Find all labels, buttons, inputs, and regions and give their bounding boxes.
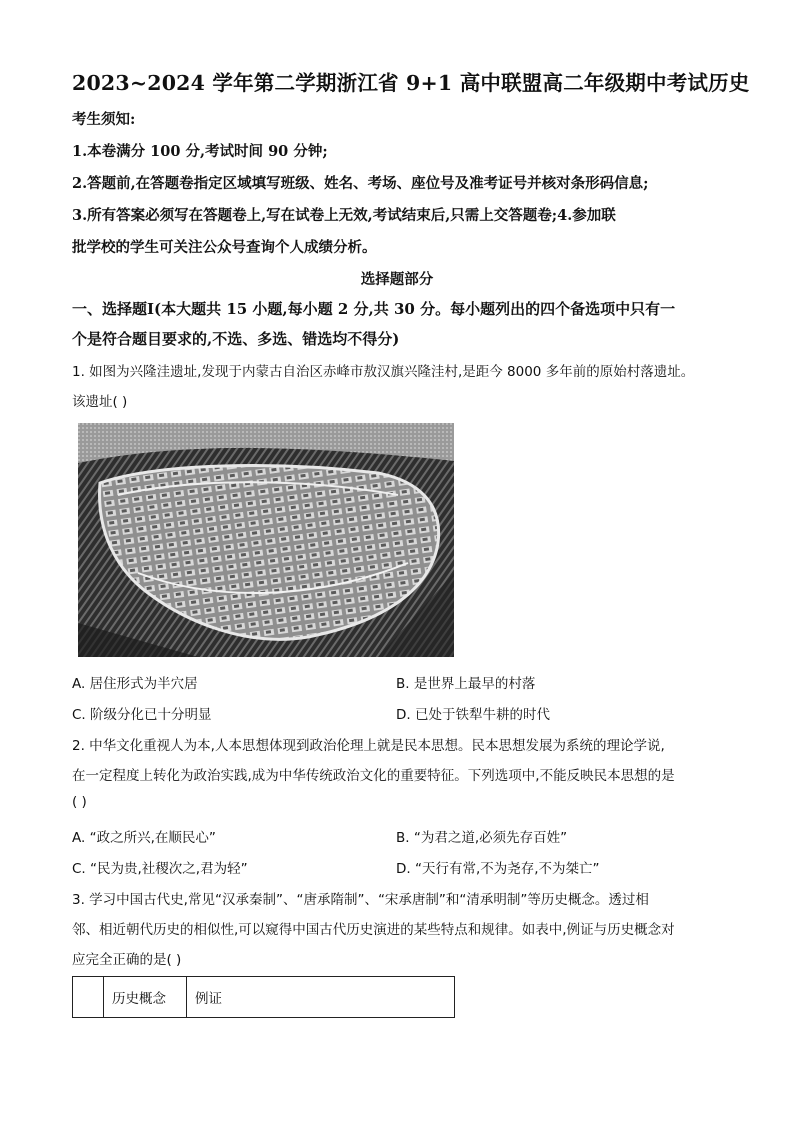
q3-table — [72, 976, 455, 1018]
q2-stem-1: 2. 中华文化重视人为本,人本思想体现到政治伦理上就是民本思想。民本思想发展为系统的理论学说, — [72, 738, 665, 754]
q2-option-d: D. “天行有常,不为尧存,不为桀亡” — [396, 861, 600, 877]
q3-stem-2: 邻、相近朝代历史的相似性,可以窥得中国古代历史演进的某些特点和规律。如表中,例证与历史概念对 — [72, 922, 675, 938]
q3-stem-3: 应完全正确的是( ) — [72, 952, 182, 968]
q2-option-a: A. “政之所兴,在顺民心” — [72, 830, 216, 846]
q1-option-a: A. 居住形式为半穴居 — [72, 676, 198, 692]
part1-instruction-2: 个是符合题目要求的,不选、多选、错选均不得分) — [72, 330, 400, 348]
q1-stem-1: 1. 如图为兴隆洼遗址,发现于内蒙古自治区赤峰市敖汉旗兴隆洼村,是距今 8000 多年前的原始村落遗址。 — [72, 364, 695, 380]
q2-option-b: B. “为君之道,必须先存百姓” — [396, 830, 568, 846]
notice-line-1: 1.本卷满分 100 分,考试时间 90 分钟; — [72, 143, 328, 160]
q2-stem-3: ( ) — [72, 794, 87, 810]
xinglongwa-site-photo — [78, 423, 454, 657]
q2-stem-2: 在一定程度上转化为政治实践,成为中华传统政治文化的重要特征。下列选项中,不能反映民本思想的是 — [72, 768, 675, 784]
q2-option-c: C. “民为贵,社稷次之,君为轻” — [72, 861, 248, 877]
table-row — [73, 977, 455, 1018]
q1-option-d: D. 已处于铁犁牛耕的时代 — [396, 707, 550, 723]
part1-instruction-1: 一、选择题Ⅰ(本大题共 15 小题,每小题 2 分,共 30 分。每小题列出的四个备选项中只有一 — [72, 300, 676, 318]
q1-option-c: C. 阶级分化已十分明显 — [72, 707, 212, 723]
q3-stem-1: 3. 学习中国古代史,常见“汉承秦制”、“唐承隋制”、“宋承唐制”和“清承明制”等历史概念。透过相 — [72, 892, 649, 908]
notice-heading: 考生须知: — [72, 111, 136, 128]
notice-line-2: 2.答题前,在答题卷指定区域填写班级、姓名、考场、座位号及准考证号并核对条形码信息; — [72, 175, 649, 192]
q1-stem-2: 该遗址( ) — [72, 394, 128, 410]
section-title: 选择题部分 — [360, 271, 434, 288]
q3-table-header-concept: 历史概念 — [104, 977, 187, 1018]
q1-option-b: B. 是世界上最早的村落 — [396, 676, 536, 692]
notice-line-4: 批学校的学生可关注公众号查询个人成绩分析。 — [72, 239, 377, 256]
q3-table-header-index — [73, 977, 104, 1018]
q3-table-header-example: 例证 — [187, 977, 455, 1018]
page-title: 2023~2024 学年第二学期浙江省 9+1 高中联盟高二年级期中考试历史 — [72, 71, 750, 95]
notice-line-3: 3.所有答案必须写在答题卷上,写在试卷上无效,考试结束后,只需上交答题卷;4.参加联 — [72, 207, 616, 224]
